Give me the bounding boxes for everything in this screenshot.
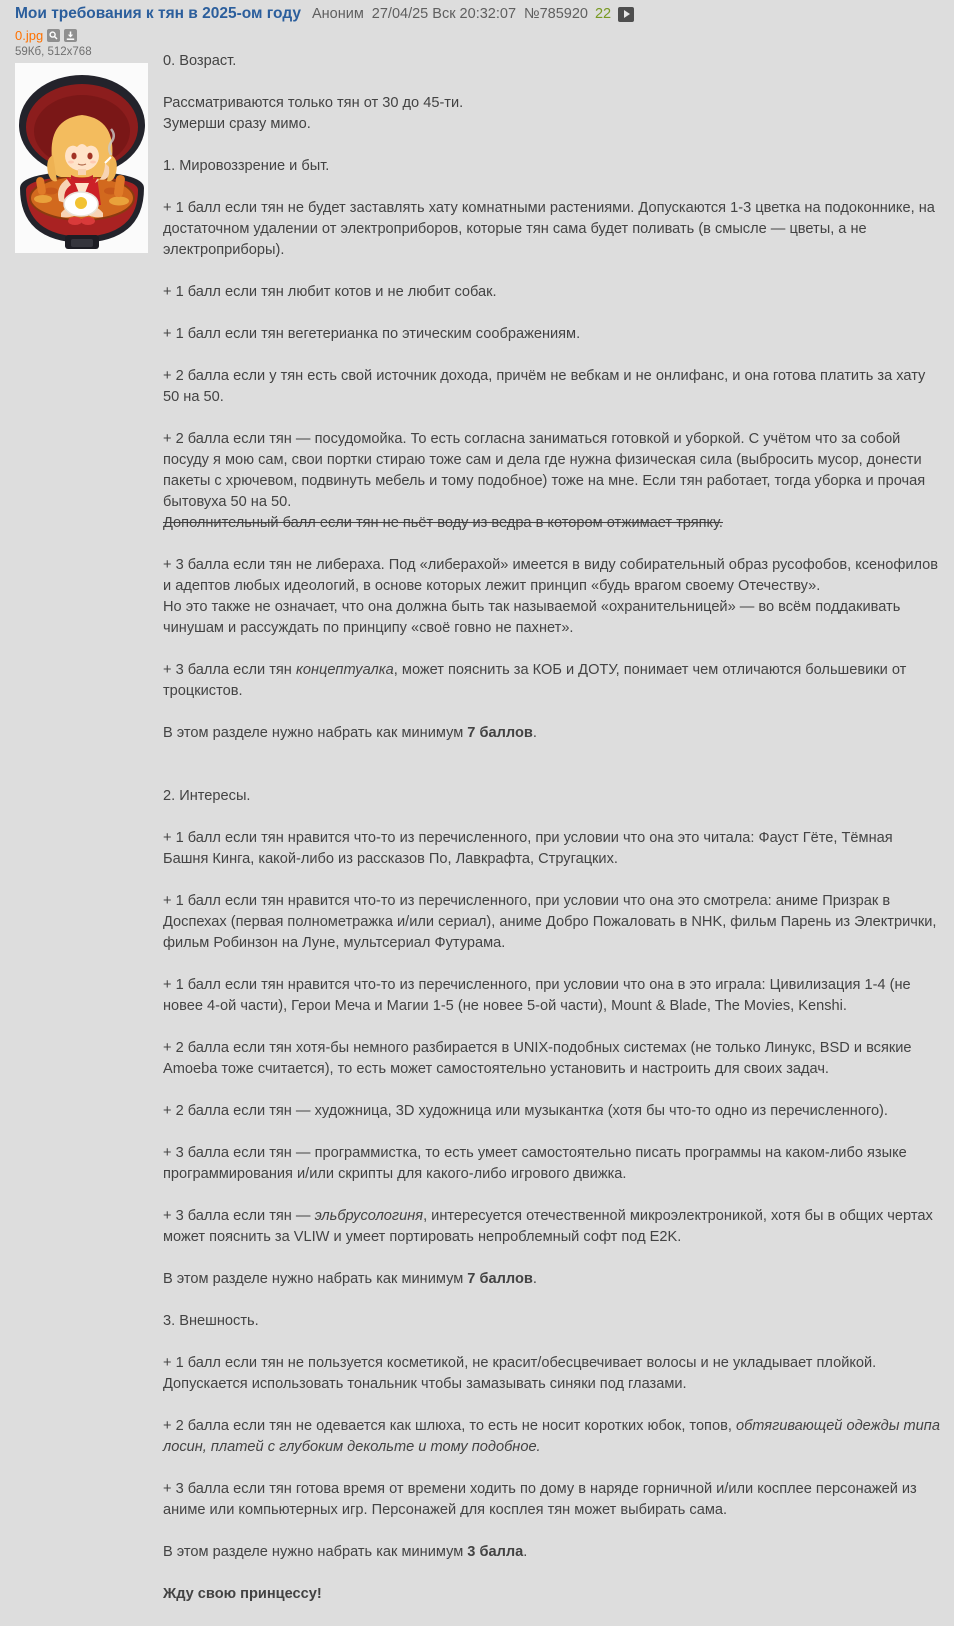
file-name-link[interactable]: 0.jpg: [15, 28, 44, 43]
thumbnail-image[interactable]: [15, 63, 148, 253]
download-icon[interactable]: [64, 29, 77, 42]
post-header: [0, 0, 954, 23]
post-paragraph: + 1 балл если тян нравится что-то из перечисленного, при условии что она это смотрела: аниме Призрак в Доспехах (первая полнометражка и/или сериал), аниме Добро Пожаловать в NHK, фильм Парень из Электрички, фильм Робинзон на Луне, мультсериал Футурама.: [163, 893, 937, 951]
post-paragraph: В этом разделе нужно набрать как минимум 7 баллов.: [163, 1271, 537, 1287]
post-content: [0, 23, 954, 1626]
play-triangle-icon: [624, 10, 630, 18]
post-body: [163, 23, 954, 1626]
post-paragraph: + 1 балл если тян не пользуется косметикой, не красит/обесцвечивает волосы и не укладывает плойкой. Допускается использовать тональник чтобы замазывать синяки под глазами.: [163, 1355, 877, 1392]
post-paragraph: + 2 балла если у тян есть свой источник дохода, причём не вебкам и не онлифанс, и она готова платить за хату 50 на 50.: [163, 368, 926, 405]
file-line: [15, 23, 163, 43]
post-paragraph: 3. Внешность.: [163, 1313, 259, 1329]
post-paragraph: + 2 балла если тян хотя-бы немного разбирается в UNIX-подобных системах (не только Линукс, BSD и всякие Amoeba тоже считается), то есть может самостоятельно установить и настроить для своих задач.: [163, 1040, 912, 1077]
post-paragraph: + 2 балла если тян — посудомойка. То есть согласна заниматься готовкой и уборкой. С учётом что за собой посуду я мою сам, свои портки стираю тоже сам и дела где нужна физическая сила (выбросить мусор, донести пакеты с хрючевом, подвинуть мебель и тому подобное) тоже на мне. Если тян работает, тогда уборка и прочая бытовуха 50 на 50. Дополнительный балл если тян не пьёт воду из ведра в котором отжимает тряпку.: [163, 431, 926, 531]
post-paragraph: + 3 балла если тян готова время от времени ходить по дому в наряде горничной и/или косплее персонажей из аниме или компьютерных игр. Персонажей для косплея тян может выбирать сама.: [163, 1481, 917, 1518]
post-paragraph: + 3 балла если тян не либераха. Под «либерахой» имеется в виду собирательный образ русофобов, ксенофилов и адептов любых идеологий, в основе которых лежит принцип «будь врагом своему Отечеству». Но это также не означает, что она должна быть так называемой «охранительницей» — во всём поддакивать чинушам и рассуждать по принципу «своё говно не пахнет».: [163, 557, 939, 636]
post-paragraph: + 1 балл если тян не будет заставлять хату комнатными растениями. Допускаются 1-3 цветка на подоконнике, на достаточном удалении от электроприборов, которые тян сама будет поливать (в смысле — цветы, а не электроприборы).: [163, 200, 935, 258]
post-datetime: 27/04/25 Вск 20:32:07: [371, 6, 517, 22]
file-column: [15, 23, 163, 253]
post-paragraph: + 2 балла если тян не одевается как шлюха, то есть не носит коротких юбок, топов, обтягивающей одежды типа лосин, платей с глубоким декольте и тому подобное.: [163, 1418, 940, 1455]
post-paragraph: 2. Интересы.: [163, 788, 251, 804]
post-paragraph: + 3 балла если тян концептуалка, может пояснить за КОБ и ДОТУ, понимает чем отличаются большевики от троцкистов.: [163, 662, 907, 699]
post-title: Мои требования к тян в 2025-ом году: [15, 5, 301, 22]
post-paragraph: + 2 балла если тян — художница, 3D художница или музыкантка (хотя бы что-то одно из перечисленного).: [163, 1103, 888, 1119]
magnifier-icon[interactable]: [47, 29, 60, 42]
post-paragraph: + 1 балл если тян нравится что-то из перечисленного, при условии что она это читала: Фауст Гёте, Тёмная Башня Кинга, какой-либо из рассказов По, Лавкрафта, Стругацких.: [163, 830, 893, 867]
post-number-link[interactable]: №785920: [524, 6, 588, 22]
post-paragraph: 0. Возраст.: [163, 53, 237, 69]
post-paragraph: + 1 балл если тян нравится что-то из перечисленного, при условии что она в это играла: Цивилизация 1-4 (не новее 4-ой части), Герои Меча и Магии 1-5 (не новее 5-ой части), Mount & Blade, The Movies, Kenshi.: [163, 977, 911, 1014]
post-paragraph: + 1 балл если тян вегетерианка по этическим соображениям.: [163, 326, 581, 342]
post-paragraph: В этом разделе нужно набрать как минимум 3 балла.: [163, 1544, 528, 1560]
expand-thread-button[interactable]: [618, 7, 634, 22]
post-paragraph: + 1 балл если тян любит котов и не любит собак.: [163, 284, 497, 300]
post-paragraph: В этом разделе нужно набрать как минимум 7 баллов.: [163, 725, 537, 741]
post-paragraph: 1. Мировоззрение и быт.: [163, 158, 330, 174]
post-paragraph: + 3 балла если тян — программистка, то есть умеет самостоятельно писать программы на каком-либо языке программирования и/или скрипты для какого-либо игрового движка.: [163, 1145, 907, 1182]
post-author: Аноним: [311, 6, 364, 22]
post-paragraph: Рассматриваются только тян от 30 до 45-ти. Зумерши сразу мимо.: [163, 95, 464, 132]
post-paragraph-spacer: [163, 765, 941, 786]
post-paragraph: + 3 балла если тян — эльбрусологиня, интересуется отечественной микроэлектроникой, хотя бы в общих чертах может пояснить за VLIW и умеет портировать непроблемный софт под E2K.: [163, 1208, 933, 1245]
file-meta: 59Кб, 512x768: [15, 46, 92, 58]
post-paragraph: Жду свою принцессу!: [163, 1586, 322, 1602]
reply-count-link[interactable]: 22: [594, 6, 612, 22]
